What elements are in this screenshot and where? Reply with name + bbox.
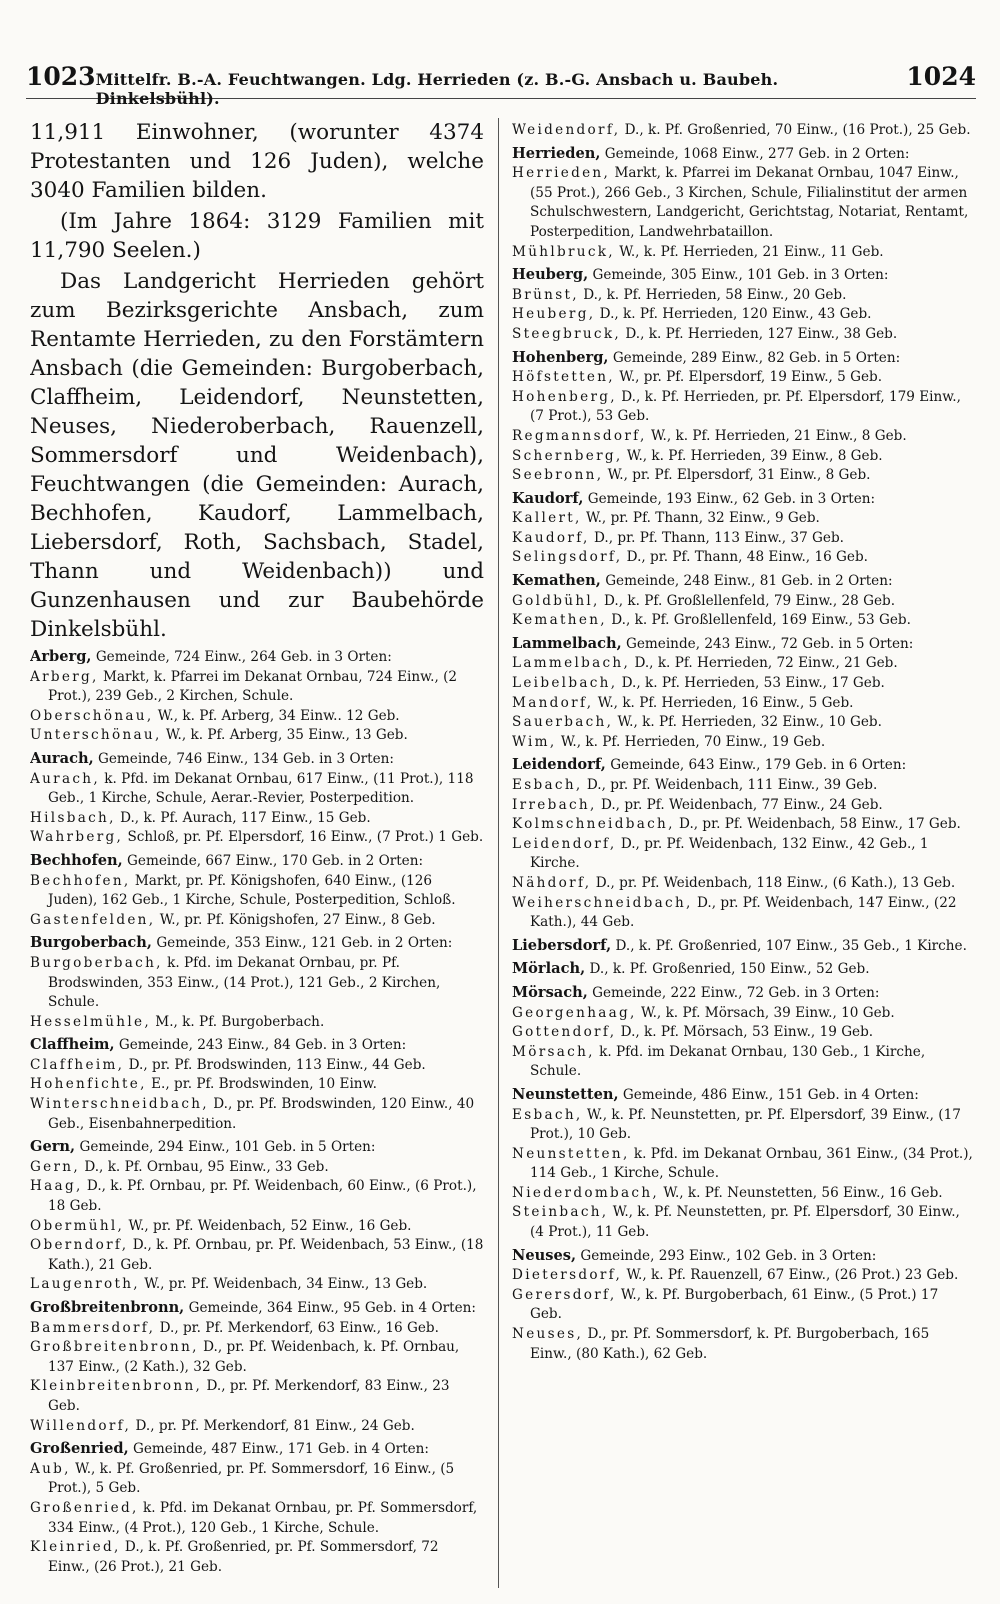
- place-details: W., k. Pf. Arberg, 35 Einw., 13 Geb.: [165, 727, 408, 744]
- right-page-number: 1024: [906, 62, 976, 91]
- municipality-heading: [512, 144, 974, 165]
- column-divider: [498, 118, 499, 1588]
- intro-paragraph: (Im Jahre 1864: 3129 Familien mit 11,790 Seelen.): [30, 209, 484, 263]
- municipality-heading: [512, 936, 974, 957]
- place-entry: [30, 1013, 484, 1033]
- place-details: Markt, k. Pfarrei im Dekanat Ornbau, 724 Einw., (2 Prot.), 239 Geb., 2 Kirchen, Schule.: [48, 668, 458, 705]
- place-entry: [512, 694, 974, 714]
- place-details: D., k. Pf. Ornbau, pr. Pf. Weidenbach, 60 Einw., (6 Prot.), 18 Geb.: [48, 1178, 477, 1215]
- municipality-name: Herrieden,: [512, 144, 601, 162]
- place-entry: [30, 1056, 484, 1076]
- municipality-summary: D., k. Pf. Großenried, 107 Einw., 35 Geb., 1 Kirche.: [615, 937, 967, 954]
- place-entry: [30, 707, 484, 727]
- place-entry: [30, 1319, 484, 1339]
- place-entry: [30, 770, 484, 809]
- place-entry: [512, 654, 974, 674]
- municipality-name: Heuberg,: [512, 266, 589, 284]
- place-entry: [30, 1177, 484, 1216]
- place-entry: [512, 466, 974, 486]
- place-details: D., pr. Pf. Merkendorf, 63 Einw., 16 Geb.: [159, 1319, 439, 1336]
- place-entry: [512, 286, 974, 306]
- place-entry: [512, 121, 974, 141]
- municipality-name: Neuses,: [512, 1246, 577, 1264]
- place-name: Gern,: [30, 1158, 80, 1175]
- municipality-heading: [30, 647, 484, 668]
- place-entry: [512, 548, 974, 568]
- place-details: k. Pfd. im Dekanat Ornbau, 617 Einw., (11 Prot.), 118 Geb., 1 Kirche, Schule, Aerar.-Revier, Posterpedition.: [48, 770, 474, 807]
- left-column: [30, 118, 484, 1598]
- intro-paragraph: Das Landgericht Herrieden gehört zum Bezirksgerichte Ansbach, zum Rentamte Herrieden, zu den Forstämtern Ansbach (die Gemeinden: Burgoberbach, Claffheim, Leidendorf, Neunstetten, Neuses, Niederoberbach, Rauenzell, Sommersdorf und Weidenbach), Feuchtwangen (die Gemeinden: Aurach, Bechhofen, Kaudorf, Lammelbach, Liebersdorf, Roth, Sachsbach, Stadel, Thann und Weidenbach)) und Gunzenhausen und zur Baubehörde Dinkelsbühl.: [30, 269, 484, 642]
- place-details: W., k. Pf. Herrieden, 39 Einw., 8 Geb.: [626, 447, 883, 464]
- place-entry: [512, 1043, 974, 1082]
- municipality-name: Leidendorf,: [512, 756, 606, 774]
- place-name: Nähdorf,: [512, 874, 592, 891]
- place-entry: [512, 164, 974, 242]
- place-name: Esbach,: [512, 777, 583, 793]
- municipality-group: [30, 1298, 484, 1436]
- place-name: Laugenroth,: [30, 1276, 140, 1293]
- place-name: Neuses,: [512, 1326, 584, 1343]
- municipality-name: Liebersdorf,: [512, 936, 612, 954]
- place-name: Leibelbach,: [512, 675, 618, 692]
- place-details: D., pr. Pf. Thann, 48 Einw., 16 Geb.: [626, 549, 868, 566]
- place-name: Steegbruck,: [512, 325, 621, 342]
- place-entry: [512, 733, 974, 753]
- place-entry: [512, 796, 974, 816]
- place-details: W., k. Pf. Herrieden, 32 Einw., 10 Geb.: [617, 714, 882, 731]
- municipality-summary: D., k. Pf. Großenried, 150 Einw., 52 Geb.: [589, 961, 870, 978]
- place-details: W., k. Pf. Großenried, pr. Pf. Sommersdorf, 16 Einw., (5 Prot.), 5 Geb.: [48, 1460, 455, 1497]
- place-entry: [512, 776, 974, 796]
- municipality-heading: [30, 749, 484, 770]
- place-entry: [30, 726, 484, 746]
- place-name: Oberndorf,: [30, 1237, 129, 1254]
- place-details: D., k. Pf. Aurach, 117 Einw., 15 Geb.: [120, 809, 371, 826]
- place-entry: [30, 1377, 484, 1416]
- place-entry: [30, 872, 484, 911]
- place-entry: [512, 427, 974, 447]
- place-details: W., pr. Pf. Königshofen, 27 Einw., 8 Geb.: [159, 911, 436, 928]
- municipality-group: [30, 851, 484, 930]
- place-entry: [512, 1023, 974, 1043]
- place-name: Dietersdorf,: [512, 1267, 623, 1284]
- municipality-heading: [512, 1246, 974, 1267]
- place-name: Kolmschneidbach,: [512, 816, 675, 833]
- place-name: Aurach,: [30, 770, 100, 787]
- municipality-group: [512, 755, 974, 932]
- place-details: k. Pfd. im Dekanat Ornbau, 130 Geb., 1 Kirche, Schule.: [530, 1043, 926, 1080]
- place-entry: [30, 1417, 484, 1437]
- place-details: W., k. Pf. Neunstetten, pr. Pf. Elpersdorf, 30 Einw., (4 Prot.), 11 Geb.: [530, 1204, 960, 1241]
- right-column: [512, 118, 974, 1598]
- place-name: Claffheim,: [30, 1056, 125, 1073]
- municipality-group: [30, 1439, 484, 1577]
- municipality-name: Mörsach,: [512, 983, 588, 1001]
- municipality-heading: [512, 755, 974, 776]
- place-name: Hesselmühle,: [30, 1013, 151, 1030]
- place-details: D., pr. Pf. Weidenbach, 111 Einw., 39 Geb.: [586, 777, 878, 793]
- municipality-group: [30, 1035, 484, 1134]
- municipality-summary: Gemeinde, 486 Einw., 151 Geb. in 4 Orten:: [622, 1086, 919, 1103]
- place-details: W., k. Pf. Neunstetten, 56 Einw., 16 Geb.: [663, 1184, 943, 1201]
- place-name: Mandorf,: [512, 694, 594, 711]
- place-name: Steinbach,: [512, 1204, 609, 1221]
- place-name: Oberschönau,: [30, 707, 154, 724]
- municipality-summary: Gemeinde, 643 Einw., 179 Geb. in 6 Orten:: [610, 757, 907, 774]
- place-entry: [30, 1275, 484, 1295]
- municipality-name: Arberg,: [30, 648, 92, 665]
- place-details: D., pr. Pf. Brodswinden, 120 Einw., 40 Geb., Eisenbahnerpedition.: [48, 1096, 475, 1132]
- place-details: W., k. Pf. Burgoberbach, 61 Einw., (5 Prot.) 17 Geb.: [530, 1286, 939, 1323]
- place-entry: [512, 592, 974, 612]
- place-details: W., k. Pf. Rauenzell, 67 Einw., (26 Prot.) 23 Geb.: [626, 1267, 959, 1284]
- municipality-heading: [512, 1085, 974, 1106]
- place-details: Markt, k. Pfarrei im Dekanat Ornbau, 1047 Einw., (55 Prot.), 266 Geb., 3 Kirchen, Schule, Filialinstitut der armen Schulschwestern, Landgericht, Gerichtstag, Notariat, Rentamt, Posterpedition, Landwehrbataillon.: [530, 165, 969, 240]
- place-entry: [512, 529, 974, 549]
- place-name: Bammersdorf,: [30, 1319, 156, 1336]
- municipality-group: [512, 959, 974, 980]
- place-name: Niederdombach,: [512, 1184, 660, 1201]
- place-entry: [30, 911, 484, 931]
- place-entry: [512, 305, 974, 325]
- place-details: k. Pfd. im Dekanat Ornbau, 361 Einw., (34 Prot.), 114 Geb., 1 Kirche, Schule.: [530, 1145, 973, 1182]
- municipality-group: [512, 348, 974, 486]
- place-details: W., k. Pf. Neunstetten, pr. Pf. Elpersdorf, 39 Einw., (17 Prot.), 10 Geb.: [530, 1106, 961, 1143]
- municipality-heading: [30, 933, 484, 954]
- place-name: Hilsbach,: [30, 809, 116, 826]
- place-details: M., k. Pf. Burgoberbach.: [155, 1013, 325, 1030]
- place-entry: [30, 1338, 484, 1377]
- municipality-group: [512, 634, 974, 753]
- place-details: D., k. Pf. Großlellenfeld, 169 Einw., 53 Geb.: [611, 612, 911, 629]
- place-name: Kleinbreitenbronn,: [30, 1378, 203, 1395]
- place-name: Großbreitenbronn,: [30, 1339, 199, 1356]
- place-name: Neunstetten,: [512, 1145, 630, 1162]
- place-entry: [512, 835, 974, 874]
- place-name: Kallert,: [512, 510, 582, 527]
- municipality-group: [512, 489, 974, 568]
- place-entry: [30, 1538, 484, 1577]
- municipality-name: Burgoberbach,: [30, 934, 152, 952]
- municipality-group: [30, 933, 484, 1032]
- place-name: Weidendorf,: [512, 122, 621, 138]
- place-name: Burgoberbach,: [30, 954, 163, 971]
- place-name: Unterschönau,: [30, 727, 162, 744]
- place-details: W., k. Pf. Mörsach, 39 Einw., 10 Geb.: [641, 1004, 895, 1021]
- place-details: W., k. Pf. Herrieden, 21 Einw., 11 Geb.: [619, 243, 884, 260]
- place-entry: [30, 1158, 484, 1178]
- place-name: Esbach,: [512, 1106, 583, 1123]
- place-details: D., pr. Pf. Sommersdorf, k. Pf. Burgoberbach, 165 Einw., (80 Kath.), 62 Geb.: [530, 1326, 930, 1362]
- municipality-heading: [30, 1439, 484, 1460]
- place-entry: [512, 894, 974, 933]
- place-name: Irrebach,: [512, 796, 597, 813]
- place-entry: [512, 1145, 974, 1184]
- municipality-name: Claffheim,: [30, 1036, 115, 1054]
- place-name: Hohenfichte,: [30, 1076, 147, 1093]
- place-name: Kleinried,: [30, 1539, 121, 1556]
- intro-paragraph: 11,911 Einwohner, (worunter 4374 Protestanten und 126 Juden), welche 3040 Familien bilden.: [30, 120, 484, 203]
- place-details: D., k. Pf. Ornbau, 95 Einw., 33 Geb.: [84, 1158, 329, 1175]
- place-name: Lammelbach,: [512, 655, 631, 672]
- place-name: Wahrberg,: [30, 829, 124, 846]
- place-name: Goldbühl,: [512, 592, 600, 609]
- place-name: Aub,: [30, 1460, 71, 1477]
- place-name: Herrieden,: [512, 165, 611, 182]
- place-name: Bechhofen,: [30, 872, 131, 889]
- municipality-name: Neunstetten,: [512, 1085, 619, 1103]
- place-name: Mörsach,: [512, 1043, 595, 1060]
- municipality-summary: Gemeinde, 294 Einw., 101 Geb. in 5 Orten:: [79, 1139, 376, 1156]
- municipality-group: [512, 936, 974, 957]
- municipality-group: [30, 1137, 484, 1295]
- municipality-name: Mörlach,: [512, 960, 586, 978]
- place-details: D., k. Pf. Herrieden, 58 Einw., 20 Geb.: [583, 286, 847, 303]
- municipality-heading: [512, 634, 974, 655]
- place-entry: [30, 828, 484, 848]
- place-name: Leidendorf,: [512, 835, 617, 852]
- municipality-name: Aurach,: [30, 749, 94, 767]
- municipality-summary: Gemeinde, 1068 Einw., 277 Geb. in 2 Orten:: [604, 145, 910, 162]
- place-details: D., k. Pf. Großlellenfeld, 79 Einw., 28 Geb.: [604, 592, 896, 609]
- place-details: E., pr. Pf. Brodswinden, 10 Einw.: [151, 1076, 377, 1093]
- municipality-summary: Gemeinde, 305 Einw., 101 Geb. in 3 Orten:: [592, 267, 889, 284]
- place-entry: [512, 509, 974, 529]
- municipality-summary: Gemeinde, 353 Einw., 121 Geb. in 2 Orten:: [156, 935, 453, 952]
- place-details: Schloß, pr. Pf. Elpersdorf, 16 Einw., (7 Prot.) 1 Geb.: [127, 829, 484, 846]
- municipality-group: [512, 1246, 974, 1365]
- place-details: D., k. Pf. Herrieden, 127 Einw., 38 Geb.: [625, 325, 898, 342]
- municipality-group: [512, 144, 974, 263]
- place-name: Höfstetten,: [512, 369, 615, 386]
- place-entry: [512, 1266, 974, 1286]
- place-entry: [512, 1203, 974, 1242]
- municipality-heading: [512, 959, 974, 980]
- place-name: Willendorf,: [30, 1417, 132, 1434]
- place-details: D., pr. Pf. Weidenbach, 132 Einw., 42 Geb., 1 Kirche.: [530, 835, 929, 872]
- place-details: D., k. Pf. Herrieden, pr. Pf. Elpersdorf, 179 Einw., (7 Prot.), 53 Geb.: [530, 388, 961, 425]
- place-details: D., k. Pf. Herrieden, 120 Einw., 43 Geb.: [599, 306, 872, 323]
- place-details: D., pr. Pf. Weidenbach, 58 Einw., 17 Geb.: [679, 816, 961, 833]
- place-details: D., pr. Pf. Weidenbach, k. Pf. Ornbau, 137 Einw., (2 Kath.), 32 Geb.: [48, 1339, 460, 1375]
- place-entry: [30, 1217, 484, 1237]
- place-name: Gerersdorf,: [512, 1286, 617, 1303]
- header-title: Mittelfr. B.-A. Feuchtwangen. Ldg. Herrieden (z. B.-G. Ansbach u. Baubeh. Dinkelsbühl).: [95, 70, 779, 108]
- place-entry: [512, 1004, 974, 1024]
- running-header: [26, 62, 976, 108]
- place-name: Heuberg,: [512, 306, 596, 323]
- municipality-summary: Gemeinde, 293 Einw., 102 Geb. in 3 Orten:: [580, 1247, 877, 1264]
- place-name: Brünst,: [512, 286, 579, 303]
- municipality-group: [30, 749, 484, 848]
- place-details: D., pr. Pf. Weidenbach, 77 Einw., 24 Geb.: [600, 796, 883, 813]
- place-entry: [512, 368, 974, 388]
- place-details: Markt, pr. Pf. Königshofen, 640 Einw., (126 Juden), 162 Geb., 1 Kirche, Schule, Posterpedition, Schloß.: [48, 872, 456, 909]
- place-name: Wim,: [512, 733, 557, 750]
- place-entry: [512, 713, 974, 733]
- place-name: Selingsdorf,: [512, 549, 623, 566]
- place-details: W., k. Pf. Herrieden, 70 Einw., 19 Geb.: [560, 733, 826, 750]
- place-entry: [30, 668, 484, 707]
- municipality-group: [30, 647, 484, 746]
- place-entry: [512, 815, 974, 835]
- municipality-name: Hohenberg,: [512, 348, 609, 366]
- municipality-summary: Gemeinde, 222 Einw., 72 Geb. in 3 Orten:: [592, 984, 880, 1001]
- municipality-heading: [30, 1035, 484, 1056]
- left-page-number: 1023: [26, 62, 96, 91]
- place-name: Georgenhaag,: [512, 1004, 637, 1021]
- place-name: Arberg,: [30, 668, 99, 685]
- place-name: Gastenfelden,: [30, 911, 156, 928]
- place-entry: [512, 1184, 974, 1204]
- place-entry: [512, 1325, 974, 1364]
- municipality-heading: [512, 571, 974, 592]
- municipality-heading: [30, 851, 484, 872]
- place-entry: [512, 325, 974, 345]
- municipality-heading: [512, 348, 974, 369]
- place-details: W., k. Pf. Herrieden, 16 Einw., 5 Geb.: [597, 694, 854, 711]
- place-details: D., k. Pf. Großenried, pr. Pf. Sommersdorf, 72 Einw., (26 Prot.), 21 Geb.: [48, 1539, 439, 1575]
- place-name: Sauerbach,: [512, 714, 614, 731]
- municipality-name: Lammelbach,: [512, 634, 622, 652]
- place-entry: [30, 1075, 484, 1095]
- municipality-group: [512, 571, 974, 631]
- municipality-heading: [30, 1298, 484, 1319]
- place-details: D., k. Pf. Großenried, 70 Einw., (16 Prot.), 25 Geb.: [624, 122, 971, 138]
- place-entry: [512, 243, 974, 263]
- municipality-group: [512, 1085, 974, 1243]
- place-entry: [512, 388, 974, 427]
- municipality-summary: Gemeinde, 724 Einw., 264 Geb. in 3 Orten:: [95, 649, 392, 665]
- municipality-summary: Gemeinde, 193 Einw., 62 Geb. in 3 Orten:: [587, 490, 876, 507]
- place-entry: [30, 809, 484, 829]
- place-details: D., k. Pf. Ornbau, pr. Pf. Weidenbach, 53 Einw., (18 Kath.), 21 Geb.: [48, 1237, 484, 1273]
- place-name: Kaudorf,: [512, 529, 590, 546]
- place-details: D., k. Pf. Mörsach, 53 Einw., 19 Geb.: [620, 1024, 874, 1041]
- place-entry: [512, 1286, 974, 1325]
- municipality-heading: [30, 1137, 484, 1158]
- municipality-summary: Gemeinde, 248 Einw., 81 Geb. in 2 Orten:: [605, 573, 893, 590]
- place-details: D., pr. Pf. Brodswinden, 113 Einw., 44 Geb.: [128, 1056, 426, 1073]
- municipality-heading: [512, 265, 974, 286]
- place-details: D., pr. Pf. Merkendorf, 83 Einw., 23 Geb.: [48, 1378, 450, 1414]
- place-details: D., pr. Pf. Weidenbach, 118 Einw., (6 Kath.), 13 Geb.: [595, 874, 956, 891]
- municipality-summary: Gemeinde, 243 Einw., 84 Geb. in 3 Orten:: [118, 1037, 407, 1054]
- place-name: Winterschneidbach,: [30, 1096, 209, 1113]
- place-name: Mühlbruck,: [512, 243, 615, 260]
- municipality-summary: Gemeinde, 746 Einw., 134 Geb. in 3 Orten:: [97, 750, 394, 767]
- municipality-group: [512, 265, 974, 344]
- municipality-heading: [512, 983, 974, 1004]
- municipality-summary: Gemeinde, 243 Einw., 72 Geb. in 5 Orten:: [626, 635, 914, 652]
- place-name: Kemathen,: [512, 612, 607, 629]
- municipality-summary: Gemeinde, 289 Einw., 82 Geb. in 5 Orten:: [612, 349, 901, 366]
- place-details: D., pr. Pf. Thann, 113 Einw., 37 Geb.: [594, 529, 844, 546]
- place-name: Obermühl,: [30, 1217, 125, 1234]
- place-entry: [30, 1499, 484, 1538]
- municipality-summary: Gemeinde, 487 Einw., 171 Geb. in 4 Orten:: [133, 1441, 430, 1458]
- left-gazetteer: [30, 647, 484, 1577]
- place-name: Großenried,: [30, 1499, 139, 1516]
- place-details: W., pr. Pf. Weidenbach, 34 Einw., 13 Geb.: [144, 1276, 428, 1293]
- place-details: W., pr. Pf. Elpersdorf, 19 Einw., 5 Geb.: [619, 369, 883, 386]
- municipality-group: [512, 121, 974, 141]
- place-entry: [30, 1236, 484, 1275]
- place-details: W., pr. Pf. Elpersdorf, 31 Einw., 8 Geb.: [607, 467, 871, 484]
- place-entry: [512, 674, 974, 694]
- place-entry: [512, 1106, 974, 1145]
- municipality-name: Großenried,: [30, 1440, 129, 1458]
- municipality-name: Großbreitenbronn,: [30, 1299, 185, 1316]
- municipality-summary: Gemeinde, 364 Einw., 95 Geb. in 4 Orten:: [188, 1300, 476, 1316]
- place-details: W., pr. Pf. Thann, 32 Einw., 9 Geb.: [586, 510, 820, 527]
- place-entry: [512, 611, 974, 631]
- municipality-name: Bechhofen,: [30, 851, 123, 869]
- place-entry: [512, 447, 974, 467]
- place-entry: [512, 874, 974, 894]
- municipality-name: Kemathen,: [512, 572, 601, 590]
- place-name: Seebronn,: [512, 467, 604, 484]
- place-details: D., pr. Pf. Weidenbach, 147 Einw., (22 Kath.), 44 Geb.: [530, 894, 957, 931]
- place-name: Regmannsdorf,: [512, 427, 647, 444]
- place-details: k. Pfd. im Dekanat Ornbau, pr. Pf. Sommersdorf, 334 Einw., (4 Prot.), 120 Geb., 1 Kirche, Schule.: [48, 1499, 478, 1536]
- place-details: W., pr. Pf. Weidenbach, 52 Einw., 16 Geb.: [128, 1217, 412, 1234]
- municipality-group: [512, 983, 974, 1082]
- place-details: k. Pfd. im Dekanat Ornbau, pr. Pf. Brodswinden, 353 Einw., (14 Prot.), 121 Geb., 2 Kirchen, Schule.: [48, 954, 441, 1011]
- place-entry: [30, 1095, 484, 1134]
- municipality-heading: [512, 489, 974, 510]
- place-name: Weiherschneidbach,: [512, 894, 693, 911]
- place-name: Schernberg,: [512, 447, 623, 464]
- municipality-name: Kaudorf,: [512, 489, 584, 507]
- place-entry: [30, 1460, 484, 1499]
- municipality-summary: Gemeinde, 667 Einw., 170 Geb. in 2 Orten:: [127, 852, 424, 869]
- municipality-name: Gern,: [30, 1138, 76, 1156]
- place-details: W., k. Pf. Herrieden, 21 Einw., 8 Geb.: [650, 427, 907, 444]
- place-details: W., k. Pf. Arberg, 34 Einw.. 12 Geb.: [157, 707, 400, 724]
- place-name: Haag,: [30, 1178, 83, 1195]
- place-details: D., k. Pf. Herrieden, 72 Einw., 21 Geb.: [634, 655, 898, 672]
- place-entry: [30, 954, 484, 1013]
- place-details: D., k. Pf. Herrieden, 53 Einw., 17 Geb.: [621, 675, 885, 692]
- right-gazetteer: [512, 121, 974, 1364]
- place-name: Gottendorf,: [512, 1024, 617, 1041]
- place-name: Hohenberg,: [512, 388, 617, 405]
- place-details: D., pr. Pf. Merkendorf, 81 Einw., 24 Geb.: [135, 1417, 415, 1434]
